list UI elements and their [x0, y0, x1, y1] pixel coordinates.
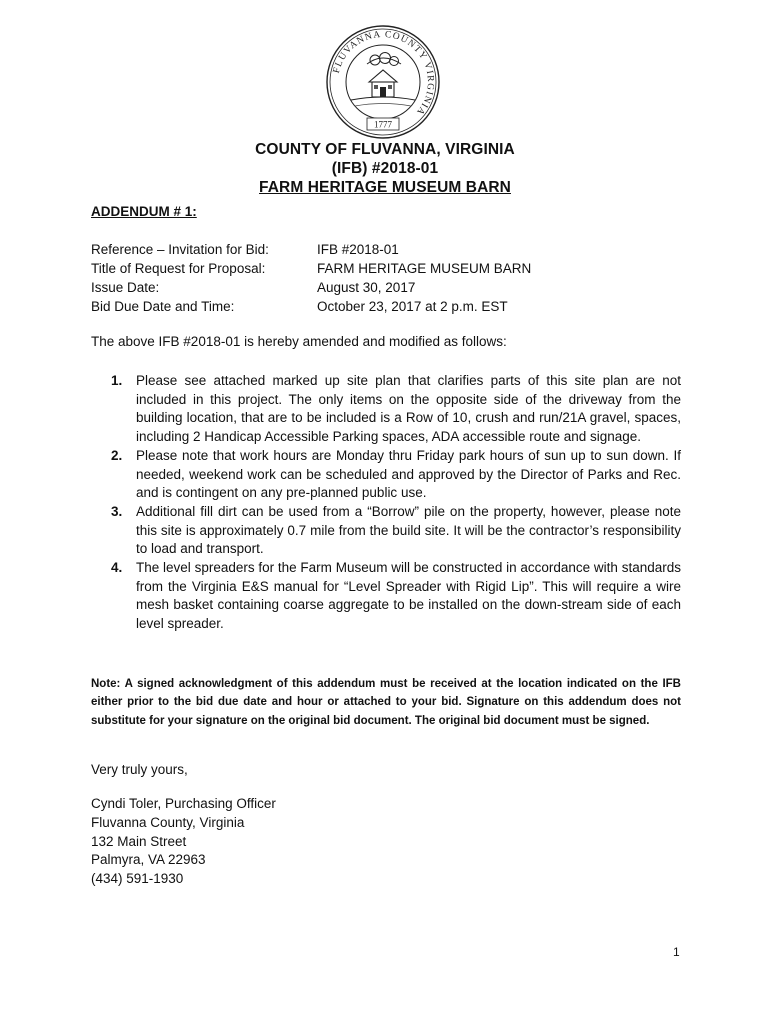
reference-label: Issue Date: [91, 280, 160, 295]
title-county: COUNTY OF FLUVANNA, VIRGINIA [255, 141, 515, 158]
reference-label: Bid Due Date and Time: [91, 299, 235, 314]
reference-row [91, 240, 531, 259]
addendum-label: ADDENDUM # 1: [91, 204, 197, 219]
item-text: Please see attached marked up site plan that clarifies parts of this site plan are not included in this project. The only items on the opposite side of the driveway from the building location, that are to be included is a Row of 10, crush and run/21A gravel, spaces, including 2 Handicap Accessible Parking spaces, ADA accessible route and signage. [136, 373, 681, 445]
county-seal-logo [325, 24, 441, 140]
list-item [111, 559, 681, 634]
item-number: 1. [111, 373, 123, 388]
reference-row [91, 259, 531, 278]
reference-row [91, 278, 531, 297]
list-item [111, 447, 681, 503]
street-address: 132 Main Street [91, 833, 187, 849]
phone-number: (434) 591-1930 [91, 871, 184, 887]
acknowledgment-note: Note: A signed acknowledgment of this addendum must be received at the location indicated on the IFB either prior to the bid due date and hour or attached to your bid. Signature on this addendum does not substitute for your signature on the original bid document. The original bid document must be signed. [91, 678, 681, 727]
item-text: Additional fill dirt can be used from a “Borrow” pile on the property, however, please note this site is approximately 0.7 mile from the build site. It will be the contractor’s responsibility to load and transport. [136, 503, 681, 557]
title-project: FARM HERITAGE MUSEUM BARN [259, 179, 511, 196]
reference-value: August 30, 2017 [317, 280, 416, 295]
reference-value: FARM HERITAGE MUSEUM BARN [317, 261, 532, 276]
reference-table [91, 240, 531, 316]
page-number: 1 [673, 945, 680, 959]
document-title [0, 140, 770, 197]
signer-name: Cyndi Toler, Purchasing Officer [91, 796, 276, 811]
reference-value: October 23, 2017 at 2 p.m. EST [317, 299, 508, 314]
signature-block [91, 795, 276, 889]
reference-label: Reference – Invitation for Bid: [91, 242, 269, 257]
intro-paragraph: The above IFB #2018-01 is hereby amended and modified as follows: [91, 334, 507, 349]
amendment-list [111, 372, 681, 634]
item-number: 2. [111, 447, 123, 463]
reference-label: Title of Request for Proposal: [91, 261, 266, 276]
list-item [111, 503, 681, 559]
seal-year: 1777 [374, 119, 392, 130]
item-number: 3. [111, 503, 123, 519]
list-item [111, 372, 681, 447]
item-text: The level spreaders for the Farm Museum will be constructed in accordance with standards from the Virginia E&S manual for “Level Spreader with Rigid Lip”. This will require a wire mesh basket containing coarse aggregate to be installed on the down-stream side of each level spreader. [136, 560, 681, 632]
title-ifb-number: (IFB) #2018-01 [331, 160, 439, 177]
item-text: Please note that work hours are Monday thru Friday park hours of sun up to sun down. If needed, weekend work can be scheduled and approved by the Director of Parks and Rec. and is contingent on any pre-planned public use. [136, 447, 681, 501]
reference-value: IFB #2018-01 [317, 242, 399, 257]
item-number: 4. [111, 560, 123, 576]
reference-row [91, 297, 531, 316]
signer-organization: Fluvanna County, Virginia [91, 814, 245, 830]
city-state-zip: Palmyra, VA 22963 [91, 852, 206, 868]
closing-salutation: Very truly yours, [91, 762, 188, 777]
seal-ring-text: FLUVANNA COUNTY VIRGINIA [331, 29, 436, 118]
